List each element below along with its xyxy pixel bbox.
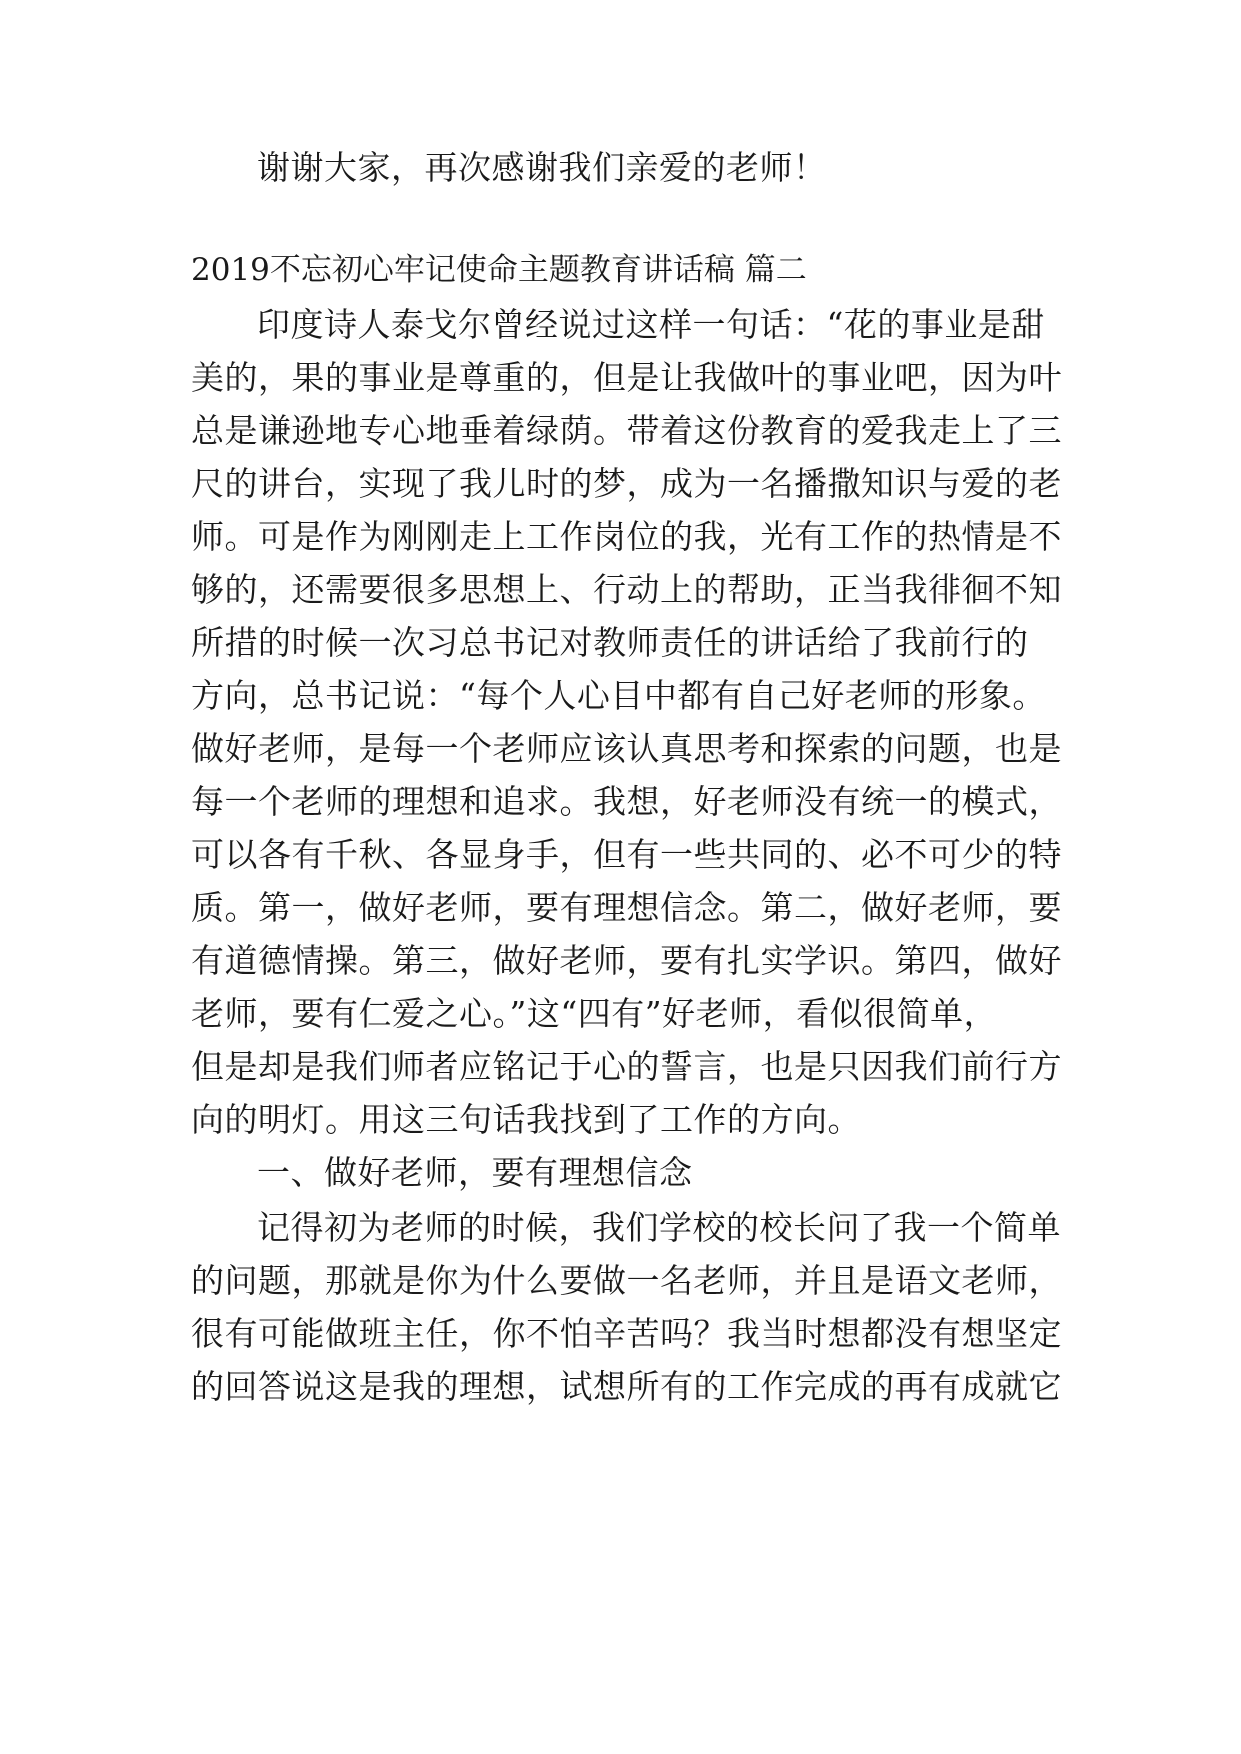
paragraph-line: 老师，要有仁爱之心。”这“四有”好老师，看似很简单， (191, 994, 998, 1033)
paragraph-line: 有道德情操。第三，做好老师，要有扎实学识。第四，做好 (191, 941, 1062, 980)
closing-line: 谢谢大家，再次感谢我们亲爱的老师！ (257, 148, 827, 187)
paragraph-line: 方向，总书记说：“每个人心目中都有自己好老师的形象。 (191, 676, 1046, 715)
paragraph-line: 所措的时候一次习总书记对教师责任的讲话给了我前行的 (191, 623, 1029, 662)
paragraph-line: 可以各有千秋、各显身手，但有一些共同的、必不可少的特 (191, 835, 1062, 874)
paragraph-line: 但是却是我们师者应铭记于心的誓言，也是只因我们前行方 (191, 1047, 1062, 1086)
paragraph-line: 做好老师，是每一个老师应该认真思考和探索的问题，也是 (191, 729, 1062, 768)
paragraph-line: 的回答说这是我的理想，试想所有的工作完成的再有成就它 (191, 1367, 1062, 1406)
paragraph-line: 总是谦逊地专心地垂着绿荫。带着这份教育的爱我走上了三 (191, 411, 1062, 450)
paragraph-line: 向的明灯。用这三句话我找到了工作的方向。 (191, 1100, 861, 1139)
paragraph-line: 印度诗人泰戈尔曾经说过这样一句话：“花的事业是甜 (257, 305, 1045, 344)
paragraph-line: 美的，果的事业是尊重的，但是让我做叶的事业吧，因为叶 (191, 358, 1062, 397)
paragraph-line: 质。第一，做好老师，要有理想信念。第二，做好老师，要 (191, 888, 1062, 927)
paragraph-line: 很有可能做班主任，你不怕辛苦吗？我当时想都没有想坚定 (191, 1314, 1062, 1353)
paragraph-line: 的问题，那就是你为什么要做一名老师，并且是语文老师， (191, 1261, 1062, 1300)
paragraph-line: 师。可是作为刚刚走上工作岗位的我，光有工作的热情是不 (191, 517, 1062, 556)
paragraph-line: 尺的讲台，实现了我儿时的梦，成为一名播撒知识与爱的老 (191, 464, 1062, 503)
paragraph-line: 记得初为老师的时候，我们学校的校长问了我一个简单 (257, 1208, 1061, 1247)
subheading: 一、做好老师，要有理想信念 (257, 1153, 693, 1192)
paragraph-line: 够的，还需要很多思想上、行动上的帮助，正当我徘徊不知 (191, 570, 1062, 609)
section-title: 2019不忘初心牢记使命主题教育讲话稿 篇二 (191, 252, 807, 288)
paragraph-line: 每一个老师的理想和追求。我想，好老师没有统一的模式， (191, 782, 1062, 821)
